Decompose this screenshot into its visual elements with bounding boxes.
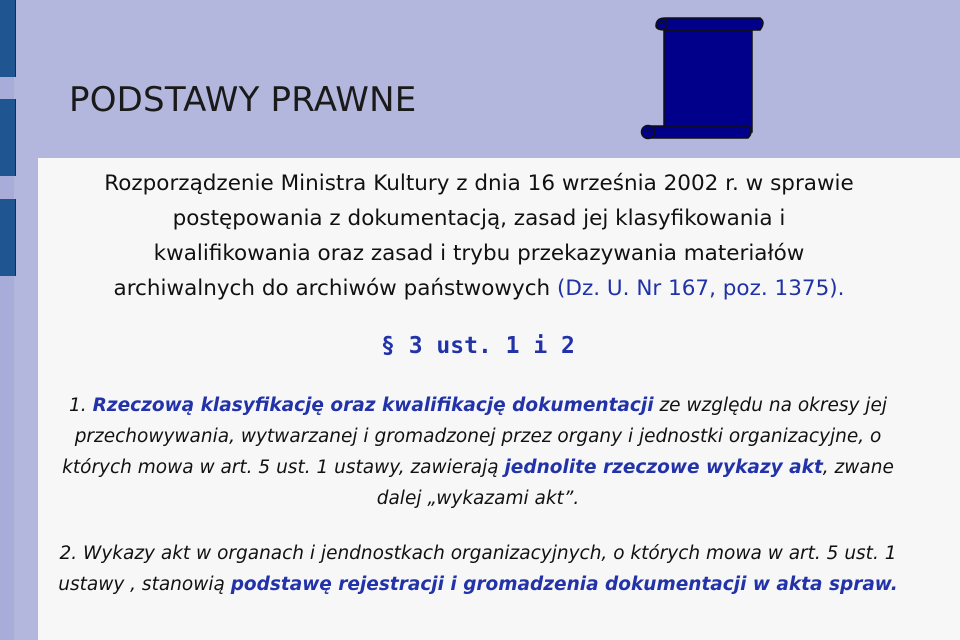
article-item-1 [48, 390, 908, 514]
article-text: ze względu na okresy jej przechowywania, wytwarzanej i gromadzonej przez organy i jednostki organizacyjne, o których mowa w art. 5 ust. 1 ustawy, zawierają [62, 395, 887, 478]
paragraph-heading-text: 3 ust. 1 i 2 [394, 333, 575, 359]
intro-line: Rozporządzenie Ministra Kultury z dnia 16 września 2002 r. w sprawie [104, 171, 854, 196]
document-scroll-icon [636, 14, 768, 144]
paragraph-heading [381, 327, 575, 365]
left-edge-tab [0, 0, 16, 77]
intro-line [58, 271, 900, 306]
left-edge-tab [0, 199, 16, 276]
article-number: 1. [69, 395, 93, 416]
article-text: , zwane dalej „wykazami akt”. [376, 457, 894, 509]
article-emphasis: podstawę rejestracji i gromadzenia dokumentacji w akta spraw. [230, 574, 898, 595]
article-emphasis: Rzeczową klasyfikację oraz kwalifikację dokumentacji [92, 395, 654, 416]
left-edge-tab [0, 99, 16, 176]
intro-line-text: archiwalnych do archiwów państwowych [113, 276, 558, 301]
article-text: 2. Wykazy akt w organach i jendnostkach organizacyjnych, o których mowa w art. 5 ust. 1 ustawy , stanowią [58, 543, 897, 595]
article-item-2 [48, 538, 908, 600]
intro-line: postępowania z dokumentacją, zasad jej klasyfikowania i [172, 206, 786, 231]
journal-reference: (Dz. U. Nr 167, poz. 1375). [557, 276, 845, 301]
left-edge-stripe [0, 0, 14, 640]
regulation-intro [58, 166, 900, 306]
slide-title: PODSTAWY PRAWNE [69, 80, 417, 120]
article-emphasis: jednolite rzeczowe wykazy akt [504, 457, 823, 478]
paragraph-symbol: § [381, 333, 395, 359]
intro-line: kwalifikowania oraz zasad i trybu przekazywania materiałów [153, 241, 805, 266]
